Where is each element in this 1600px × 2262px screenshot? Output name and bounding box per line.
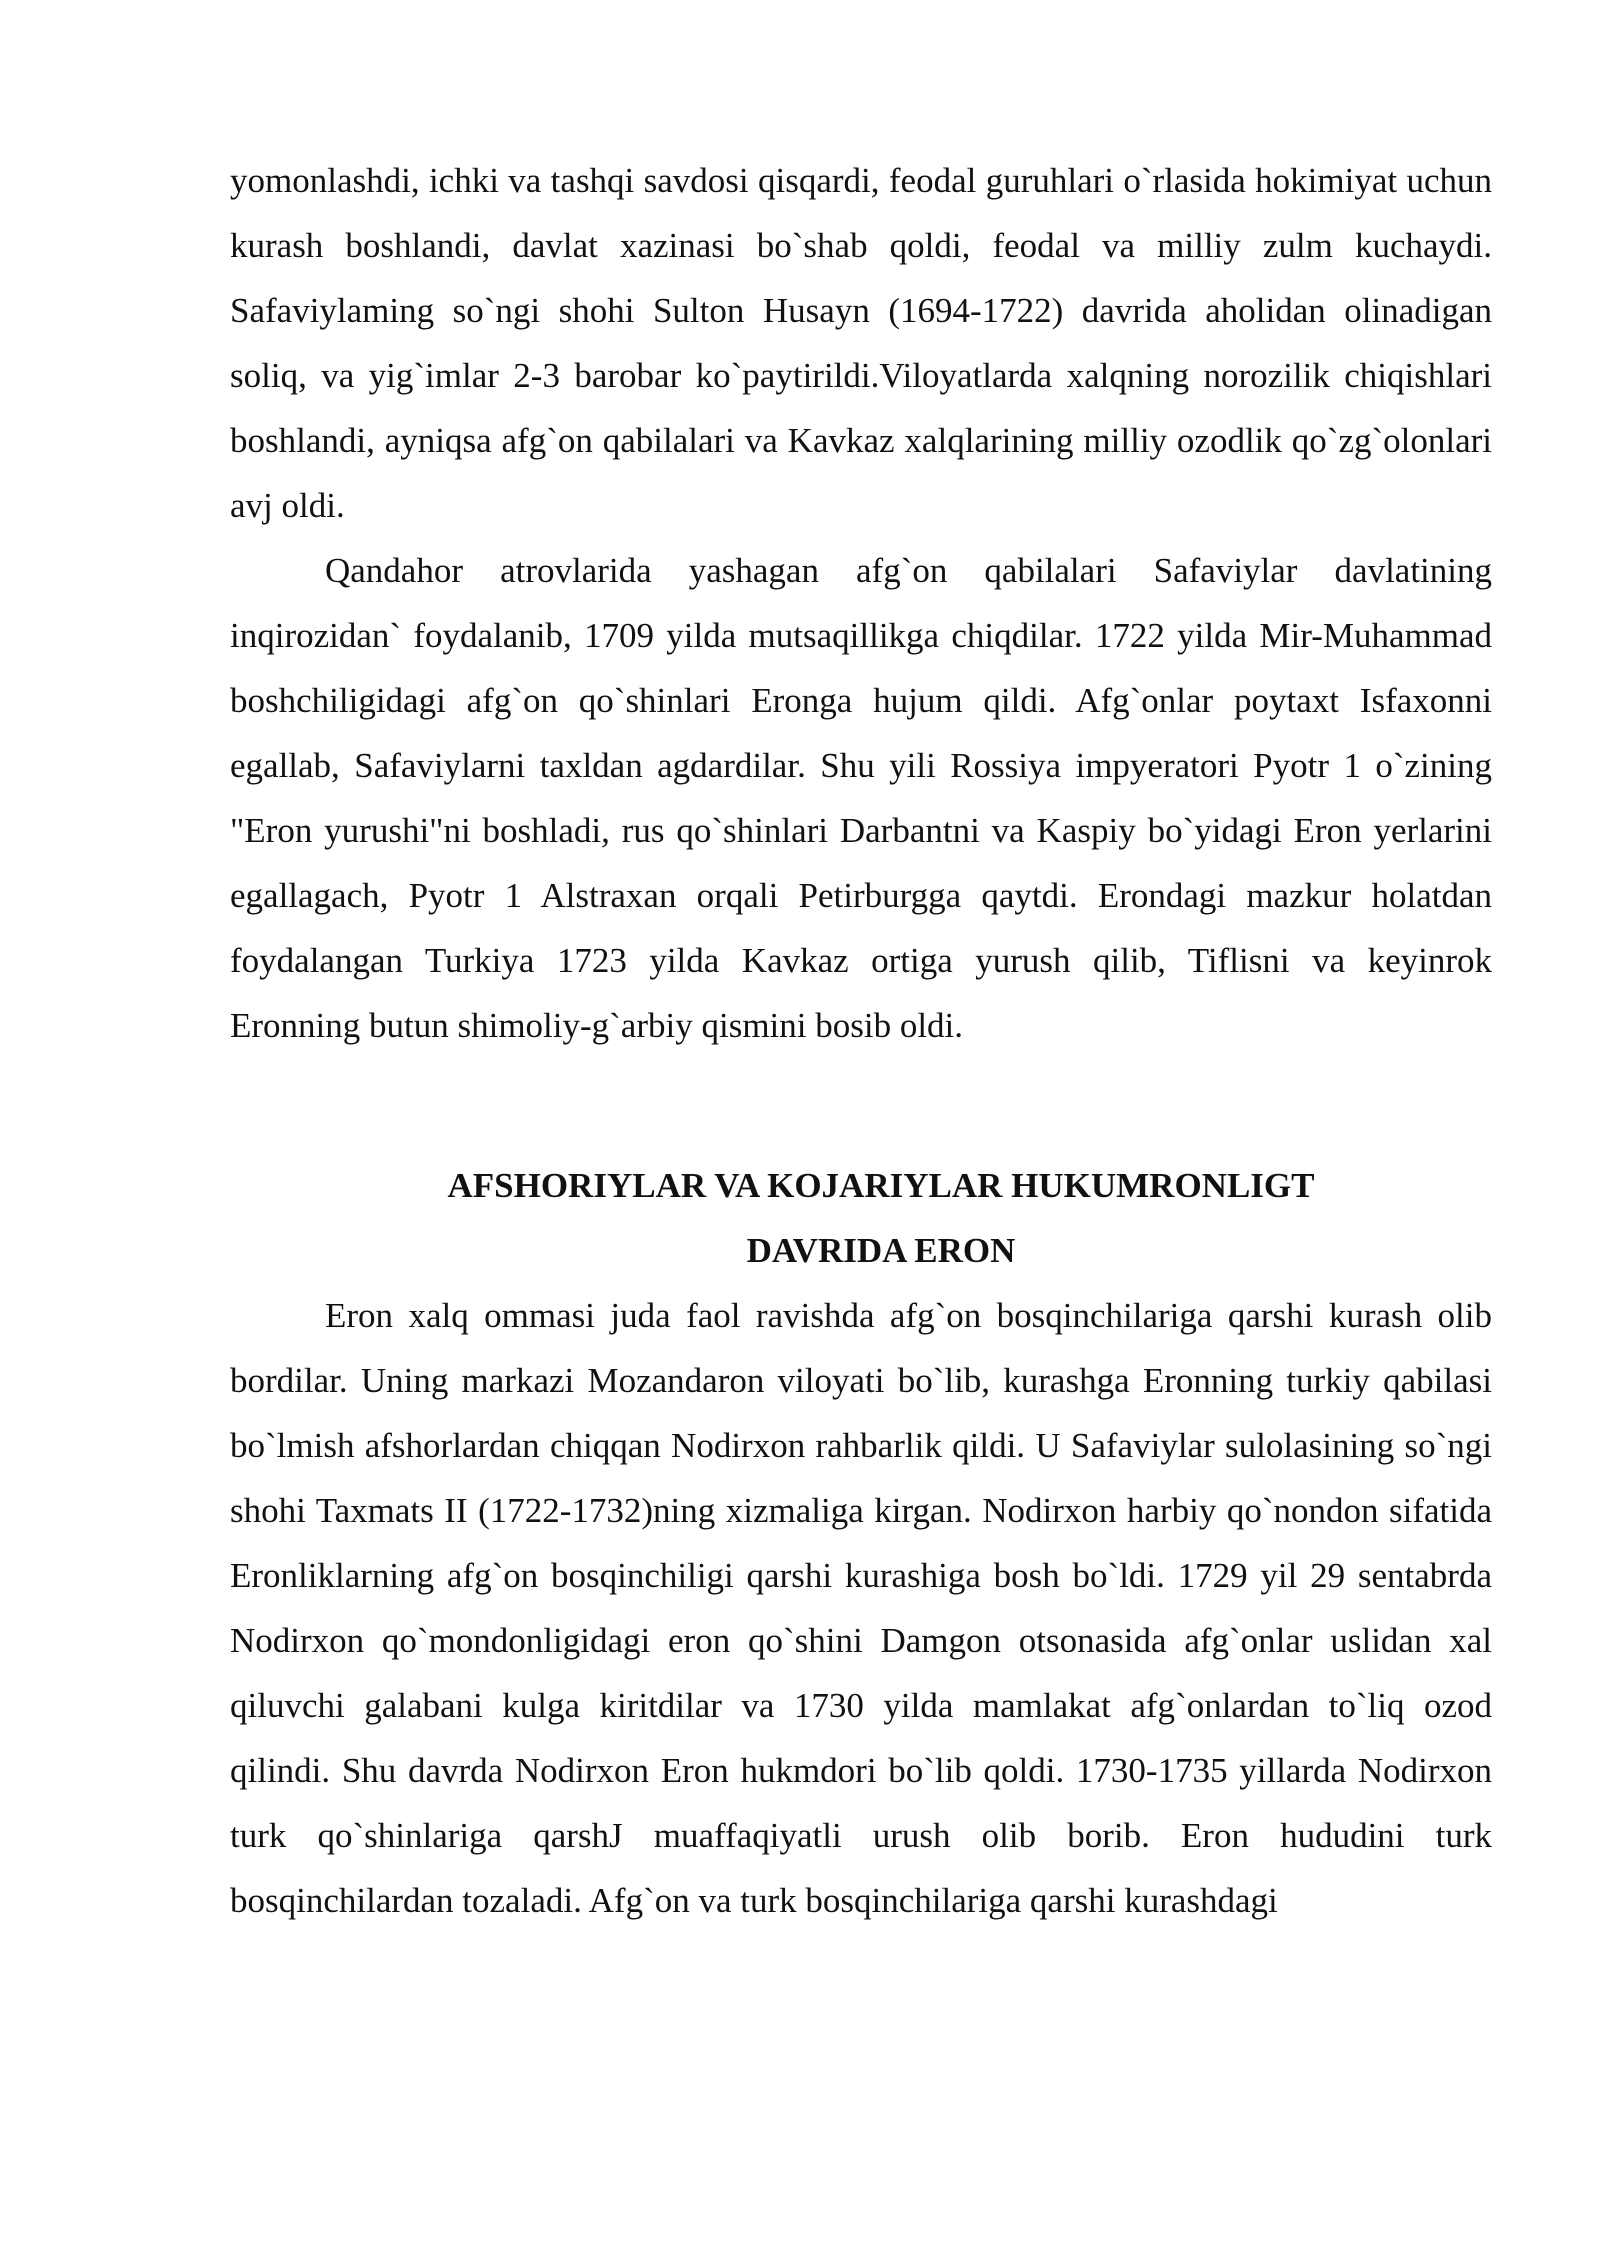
paragraph-safaviy-decline: yomonlashdi, ichki va tashqi savdosi qisqardi, feodal guruhlari o`rlasida hokimiyat uchun kurash boshlandi, davlat xazinasi bo`shab qoldi, feodal va milliy zulm kuchaydi. Safaviylaming so`ngi shohi Sulton Husayn (1694-1722) davrida aholidan olinadigan soliq, va yig`imlar 2-3 barobar ko`paytirildi.Viloyatlarda xalqning norozilik chiqishlari boshlandi, ayniqsa afg`on qabilalari va Kavkaz xalqlarining milliy ozodlik qo`zg`olonlari avj oldi. (230, 161, 1492, 525)
section-heading-line1: AFSHORIYLAR VA KOJARIYLAR HUKUMRONLIGT (447, 1166, 1315, 1205)
section-spacer (230, 1058, 1492, 1153)
paragraph-afghan-invasion: Qandahor atrovlarida yashagan afg`on qabilalari Safaviylar davlatining inqirozidan` foydalanib, 1709 yilda mutsaqillikga chiqdilar. 1722 yilda Mir-Muhammad boshchiligidagi afg`on qo`shinlari Eronga hujum qildi. Afg`onlar poytaxt Isfaxonni egallab, Safaviylarni taxldan agdardilar. Shu yili Rossiya impyeratori Pyotr 1 o`zining "Eron yurushi"ni boshladi, rus qo`shinlari Darbantni va Kaspiy bo`yidagi Eron yerlarini egallagach, Pyotr 1 Alstraxan orqali Petirburgga qaytdi. Erondagi mazkur holatdan foydalangan Turkiya 1723 yilda Kavkaz ortiga yurush qilib, Tiflisni va keyinrok Eronning butun shimoliy-g`arbiy qismini bosib oldi. (230, 551, 1492, 1045)
section-heading-line2: DAVRIDA ERON (746, 1231, 1016, 1270)
paragraph-nodirxon: Eron xalq ommasi juda faol ravishda afg`on bosqinchilariga qarshi kurash olib bordilar. Uning markazi Mozandaron viloyati bo`lib, kurashga Eronning turkiy qabilasi bo`lmish afshorlardan chiqqan Nodirxon rahbarlik qildi. U Safaviylar sulolasining so`ngi shohi Taxmats II (1722-1732)ning xizmaliga kirgan. Nodirxon harbiy qo`nondon sifatida Eronliklarning afg`on bosqinchiligi qarshi kurashiga bosh bo`ldi. 1729 yil 29 sentabrda Nodirxon qo`mondonligidagi eron qo`shini Damgon otsonasida afg`onlar uslidan xal qiluvchi galabani kulga kiritdilar va 1730 yilda mamlakat afg`onlardan to`liq ozod qilindi. Shu davrda Nodirxon Eron hukmdori bo`lib qoldi. 1730-1735 yillarda Nodirxon turk qo`shinlariga qarshJ muaffaqiyatli urush olib borib. Eron hududini turk bosqinchilardan tozaladi. Afg`on va turk bosqinchilariga qarshi kurashdagi (230, 1296, 1492, 1920)
document-body (230, 148, 1492, 1933)
